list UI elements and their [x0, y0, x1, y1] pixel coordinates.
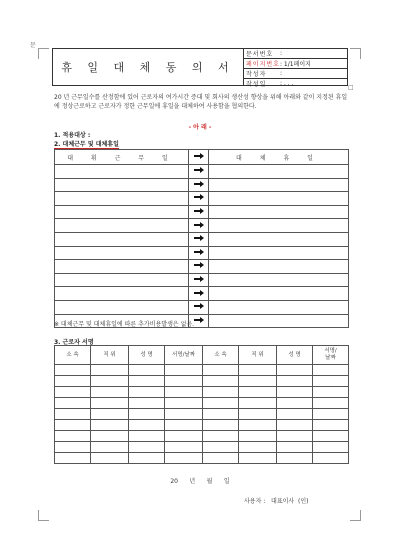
corner-mark-bottom-left [38, 510, 49, 521]
position-cell[interactable] [91, 409, 129, 420]
meta-row-page-no [244, 59, 347, 69]
holiday-cell[interactable] [209, 314, 349, 328]
signature-row [55, 376, 349, 387]
substitution-row [55, 192, 349, 206]
right-arrow-icon [194, 181, 204, 187]
signature-date-cell[interactable] [165, 376, 203, 387]
name-cell[interactable] [277, 376, 313, 387]
meta-value: : [280, 70, 283, 77]
affiliation-header: 소 속 [203, 346, 239, 365]
name-cell[interactable] [129, 453, 165, 464]
holiday-cell[interactable] [209, 205, 349, 219]
holiday-cell[interactable] [209, 178, 349, 192]
meta-label: 작성자 [246, 71, 267, 78]
meta-row-date [244, 79, 347, 88]
name-cell[interactable] [129, 442, 165, 453]
arrow-header-cell [189, 150, 209, 165]
affiliation-cell[interactable] [55, 398, 91, 409]
signature-date-header: 서명/날짜 [165, 346, 203, 365]
position-cell[interactable] [239, 409, 277, 420]
name-cell[interactable] [129, 376, 165, 387]
holiday-header: 대 체 휴 일 [209, 150, 349, 165]
arrow-cell [189, 165, 209, 179]
meta-label: 작성일 [246, 81, 267, 88]
work-day-cell[interactable] [55, 260, 189, 274]
substitution-row [55, 232, 349, 246]
position-cell[interactable] [239, 387, 277, 398]
signature-row [55, 431, 349, 442]
signature-table-body [55, 365, 349, 464]
signature-header-row [55, 346, 349, 365]
title-box [52, 48, 348, 86]
position-cell[interactable] [91, 376, 129, 387]
substitution-row [55, 165, 349, 179]
meta-value: : 1/1페이지 [280, 61, 311, 68]
signature-row [55, 420, 349, 431]
meta-label: 문서번호 [246, 51, 274, 58]
arrow-cell [189, 178, 209, 192]
name-cell[interactable] [277, 398, 313, 409]
work-day-cell[interactable] [55, 205, 189, 219]
meta-value: : [280, 50, 283, 57]
section-3-heading: 3. 근로자 서명 [54, 339, 94, 346]
holiday-cell[interactable] [209, 287, 349, 301]
name-cell[interactable] [129, 398, 165, 409]
right-arrow-icon [194, 235, 204, 241]
center-heading: - 아 래 - [188, 124, 212, 131]
position-cell[interactable] [91, 453, 129, 464]
signature-date-cell[interactable] [313, 442, 349, 453]
document-title: 휴 일 대 체 동 의 서 [53, 49, 244, 85]
meta-value: : . . . [280, 80, 294, 87]
name-cell[interactable] [277, 387, 313, 398]
date-line: 20 년 월 일 [170, 478, 230, 485]
substitution-table [54, 149, 349, 328]
work-day-cell[interactable] [55, 178, 189, 192]
arrow-cell [189, 273, 209, 287]
signature-date-cell[interactable] [313, 420, 349, 431]
name-cell[interactable] [129, 365, 165, 376]
signature-date-cell[interactable] [165, 453, 203, 464]
name-cell[interactable] [277, 409, 313, 420]
right-arrow-icon [194, 262, 204, 268]
signature-date-cell[interactable] [165, 387, 203, 398]
signature-date-cell[interactable] [313, 398, 349, 409]
name-header: 성 명 [277, 346, 313, 365]
affiliation-cell[interactable] [203, 442, 239, 453]
page-corner-label: 문 [30, 42, 36, 49]
holiday-cell[interactable] [209, 300, 349, 314]
side-mark: □ [348, 84, 354, 91]
table-header-row [55, 150, 349, 165]
corner-mark-bottom-right [350, 510, 361, 521]
affiliation-cell[interactable] [55, 365, 91, 376]
substitution-row [55, 246, 349, 260]
right-arrow-icon [194, 153, 204, 159]
affiliation-cell[interactable] [55, 376, 91, 387]
substitution-row [55, 178, 349, 192]
right-arrow-icon [194, 317, 204, 323]
employer-signature: 사용자 : 대표이사 (인) [244, 498, 309, 505]
arrow-cell [189, 260, 209, 274]
arrow-cell [189, 232, 209, 246]
signature-row [55, 453, 349, 464]
signature-date-cell[interactable] [165, 398, 203, 409]
signature-date-cell[interactable] [165, 442, 203, 453]
corner-mark-top-left [38, 48, 49, 59]
affiliation-header: 소 속 [55, 346, 91, 365]
holiday-cell[interactable] [209, 232, 349, 246]
right-arrow-icon [194, 222, 204, 228]
position-cell[interactable] [239, 376, 277, 387]
name-cell[interactable] [277, 431, 313, 442]
name-cell[interactable] [277, 365, 313, 376]
position-cell[interactable] [239, 453, 277, 464]
position-header: 직 위 [91, 346, 129, 365]
right-arrow-icon [194, 208, 204, 214]
position-cell[interactable] [239, 431, 277, 442]
cost-note: ※ 대체근무 및 대체휴일에 따른 추가비용발생은 없음. [54, 321, 195, 328]
substitution-table-body [55, 165, 349, 328]
work-day-header: 대 휘 근 무 일 [55, 150, 189, 165]
signature-date-cell[interactable] [165, 365, 203, 376]
arrow-cell [189, 205, 209, 219]
signature-row [55, 365, 349, 376]
section-1-heading: 1. 적용대상 : [54, 132, 91, 139]
affiliation-cell[interactable] [203, 420, 239, 431]
name-cell[interactable] [277, 453, 313, 464]
work-day-cell[interactable] [55, 287, 189, 301]
signature-row [55, 442, 349, 453]
signature-row [55, 409, 349, 420]
substitution-row [55, 287, 349, 301]
right-arrow-icon [194, 276, 204, 282]
position-cell[interactable] [91, 398, 129, 409]
affiliation-cell[interactable] [55, 442, 91, 453]
right-arrow-icon [194, 194, 204, 200]
holiday-cell[interactable] [209, 273, 349, 287]
work-day-cell[interactable] [55, 273, 189, 287]
signature-date-cell[interactable] [165, 409, 203, 420]
signature-date-cell[interactable] [165, 431, 203, 442]
signature-date-cell[interactable] [313, 365, 349, 376]
substitution-row [55, 260, 349, 274]
section-2-heading: 2. 대체근무 및 대체휴일 [54, 141, 119, 148]
position-cell[interactable] [91, 442, 129, 453]
meta-row-author [244, 69, 347, 79]
name-cell[interactable] [129, 431, 165, 442]
name-cell[interactable] [277, 420, 313, 431]
name-cell[interactable] [129, 420, 165, 431]
work-day-cell[interactable] [55, 192, 189, 206]
meta-label: 페이지번호 [246, 61, 280, 68]
holiday-cell[interactable] [209, 192, 349, 206]
signature-row [55, 398, 349, 409]
substitution-row [55, 300, 349, 314]
name-header: 성 명 [129, 346, 165, 365]
signature-row [55, 387, 349, 398]
signature-date-cell[interactable] [313, 387, 349, 398]
position-cell[interactable] [239, 365, 277, 376]
signature-date-cell[interactable] [165, 420, 203, 431]
affiliation-cell[interactable] [55, 409, 91, 420]
right-arrow-icon [194, 167, 204, 173]
position-header: 직 위 [239, 346, 277, 365]
signature-date-cell[interactable] [313, 453, 349, 464]
work-day-cell[interactable] [55, 246, 189, 260]
position-cell[interactable] [91, 387, 129, 398]
signature-date-header: 서명/ 날짜 [313, 346, 349, 365]
signature-date-cell[interactable] [313, 431, 349, 442]
substitution-row [55, 219, 349, 233]
position-cell[interactable] [239, 398, 277, 409]
position-cell[interactable] [91, 420, 129, 431]
position-cell[interactable] [91, 365, 129, 376]
affiliation-cell[interactable] [55, 420, 91, 431]
affiliation-cell[interactable] [203, 365, 239, 376]
name-cell[interactable] [129, 409, 165, 420]
name-cell[interactable] [129, 387, 165, 398]
corner-mark-top-right [350, 48, 361, 59]
affiliation-cell[interactable] [203, 376, 239, 387]
position-cell[interactable] [91, 431, 129, 442]
substitution-row [55, 273, 349, 287]
meta-panel [244, 49, 347, 88]
affiliation-cell[interactable] [203, 453, 239, 464]
arrow-cell [189, 287, 209, 301]
work-day-cell[interactable] [55, 219, 189, 233]
work-day-cell[interactable] [55, 232, 189, 246]
signature-date-cell[interactable] [313, 409, 349, 420]
affiliation-cell[interactable] [55, 453, 91, 464]
arrow-cell [189, 192, 209, 206]
arrow-cell [189, 300, 209, 314]
holiday-cell[interactable] [209, 260, 349, 274]
name-cell[interactable] [277, 442, 313, 453]
right-arrow-icon [194, 290, 204, 296]
affiliation-cell[interactable] [203, 398, 239, 409]
signature-date-cell[interactable] [313, 376, 349, 387]
intro-paragraph: 20 년 근무일수를 산정함에 있어 근로자의 여가시간 증대 및 회사의 생산성 향상을 위해 아래와 같이 지정된 휴일에 정상근로하고 근로자가 정한 근무일에 휴일을 대체하여 사용함을 협의한다. [54, 94, 348, 110]
affiliation-cell[interactable] [55, 387, 91, 398]
holiday-cell[interactable] [209, 165, 349, 179]
substitution-row [55, 205, 349, 219]
signature-table [54, 345, 349, 464]
meta-row-doc-no [244, 49, 347, 59]
position-cell[interactable] [239, 420, 277, 431]
right-arrow-icon [194, 249, 204, 255]
holiday-cell[interactable] [209, 246, 349, 260]
right-arrow-icon [194, 303, 204, 309]
holiday-cell[interactable] [209, 219, 349, 233]
affiliation-cell[interactable] [203, 387, 239, 398]
position-cell[interactable] [239, 442, 277, 453]
affiliation-cell[interactable] [55, 431, 91, 442]
affiliation-cell[interactable] [203, 409, 239, 420]
arrow-cell [189, 246, 209, 260]
affiliation-cell[interactable] [203, 431, 239, 442]
work-day-cell[interactable] [55, 300, 189, 314]
arrow-cell [189, 219, 209, 233]
work-day-cell[interactable] [55, 165, 189, 179]
